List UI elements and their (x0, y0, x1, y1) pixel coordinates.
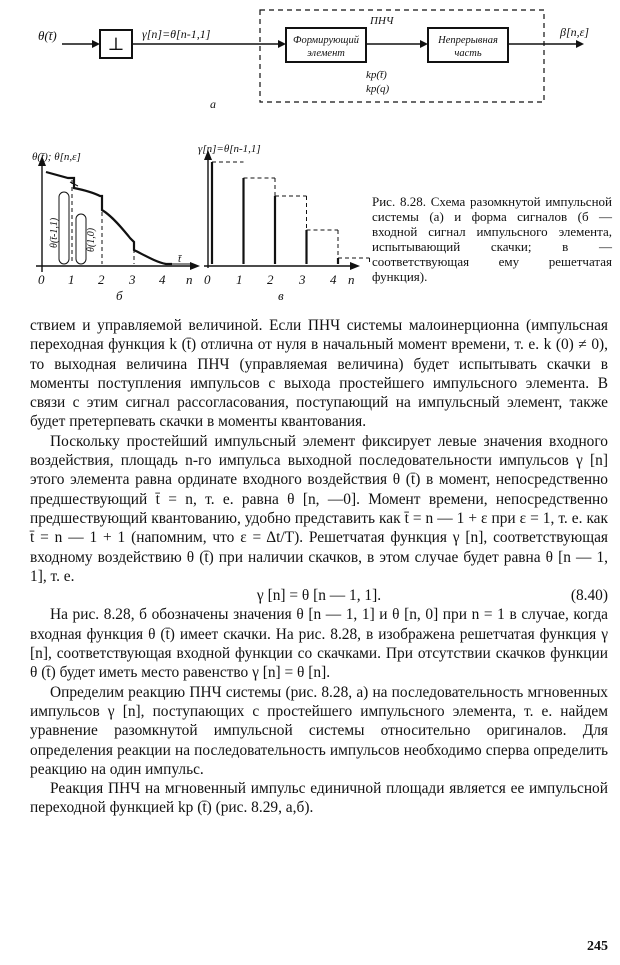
signal-arrow-head (278, 40, 286, 48)
continuous-part-label-1: Непрерывная (438, 35, 498, 46)
plot-b-t-label: t̄ (178, 253, 182, 265)
input-label: θ(t̄) (38, 28, 57, 43)
page-number: 245 (587, 939, 608, 954)
plot-c-tick-1: 1 (236, 272, 243, 287)
plot-b-curve-label-2: θ(1,0) (86, 227, 97, 252)
sub-label-c: в (278, 288, 284, 303)
figure-caption: Рис. 8.28. Схема разомкнутой импульсной системы (а) и форма сигналов (б — входной сигнал импульсного элемента, испытывающий скачки; в — соответствующая ему решетчатая функция). (372, 194, 612, 284)
forming-element-label-1: Формирующий (293, 35, 359, 46)
plot-b-tick-1: 1 (68, 272, 75, 287)
plot-b-tick-0: 0 (38, 272, 45, 287)
plot-b-bracket-1 (59, 192, 69, 264)
equation-line (30, 586, 608, 605)
kp-q-label: kр(q) (366, 83, 390, 95)
paragraph-4: Определим реакцию ПНЧ системы (рис. 8.28, а) на последовательность мгновенных импульсов γ [n], поступающих с простейшего импульсного элемента, т. е. найдем уравнение разомкнутой импульсной системы относительно оригиналов. Для определения реакции на последовательность импульсов необходимо сперва определить реакцию на один импульс. (30, 683, 608, 778)
plot-c-tick-0: 0 (204, 272, 211, 287)
paragraph-1: ствием и управляемой величиной. Если ПНЧ системы малоинерционна (импульсная переходная функция k (t̄) отлична от нуля в начальный момент времени, т. е. k (0) ≠ 0), то выходная величина ПНЧ (управляемая величина) будет испытывать скачки в моменты поступления импульсов с выхода простейшего импульсного элемента. В связи с этим сигнал рассогласования, поступающий на импульсный элемент, также будет претерпевать скачки в моменты квантования. (30, 317, 608, 431)
plot-b-x-arrow (190, 262, 200, 270)
plot-b-tick-3: 3 (129, 272, 136, 287)
input-arrow-head (92, 40, 100, 48)
plot-c-tick-3: 3 (299, 272, 306, 287)
signal-label: γ[n]=θ[n-1,1] (142, 27, 211, 41)
paragraph-3: На рис. 8.28, б обозначены значения θ [n — 1, 1] и θ [n, 0] при n = 1 в случае, когда входная функция θ (t̄) имеет скачки. На рис. 8.28, в изображена решетчатая функция γ [n], соответствующая входной функции со скачками. При отсутствии скачков функции θ (t̄) будет иметь место равенство γ [n] = θ [n]. (30, 606, 608, 682)
block-diagram (38, 10, 589, 111)
equation-number: (8.40) (570, 587, 608, 605)
sub-label-a: а (210, 97, 216, 111)
forming-element-label-2: элемент (307, 48, 345, 59)
paragraph-2: Поскольку простейший импульсный элемент фиксирует левые значения входного воздействия, площадь n-го импульса выходной последовательности импульсов γ [n] этого элемента равна ординате входного воздействия θ (t̄) в момент, непосредственно предшествующий t̄ = n, т. е. равна θ [n, —0]. Момент времени, непосредственно предшествующий квантованию, удобно представить как t̄ = n — 1 + ε при ε = 1, т. е. как t̄ = n — 1 + 1 (напомним, что ε = Δt/T). Решетчатая функция γ [n], соответствующая входному воздействию θ (t̄) при наличии скачков, в этом случае будет равна θ [n — 1, 1], т. е. (30, 432, 608, 585)
plot-c (198, 143, 370, 303)
plot-b-curve-label-1: θ(t̄-1,1) (49, 217, 60, 248)
plot-b-tick-2: 2 (98, 272, 105, 287)
plot-b-curve (46, 172, 172, 264)
kp-t-label: kр(t̄) (366, 69, 387, 81)
pulse-element-symbol: ⊥ (107, 34, 125, 54)
plot-b (32, 151, 200, 303)
equation: γ [n] = θ [n — 1, 1]. (256, 587, 382, 605)
plot-c-tick-n: n (348, 272, 355, 287)
sub-label-b: б (116, 288, 123, 303)
output-arrow-head (576, 40, 584, 48)
lattice-ordinates (212, 162, 370, 264)
plot-b-bracket-2 (76, 214, 86, 264)
plot-c-tick-2: 2 (267, 272, 274, 287)
body-text (30, 316, 608, 818)
inner-arrow-head (420, 40, 428, 48)
plot-b-tick-4: 4 (159, 272, 166, 287)
paragraph-5: Реакция ПНЧ на мгновенный импульс единичной площади является ее импульсной переходной функцией kр (t̄) (рис. 8.29, а,б). (30, 780, 608, 817)
plot-b-y-label: θ(t̄); θ[n,ε] (32, 151, 81, 163)
continuous-part-label-2: часть (454, 48, 482, 59)
output-label: β[n,ε] (560, 25, 590, 39)
plot-c-y-label: γ[n]=θ[n-1,1] (198, 143, 261, 155)
plot-c-tick-4: 4 (330, 272, 337, 287)
pnch-label: ПНЧ (370, 15, 394, 27)
plot-c-x-arrow (350, 262, 360, 270)
plot-b-tick-n: n (186, 272, 193, 287)
